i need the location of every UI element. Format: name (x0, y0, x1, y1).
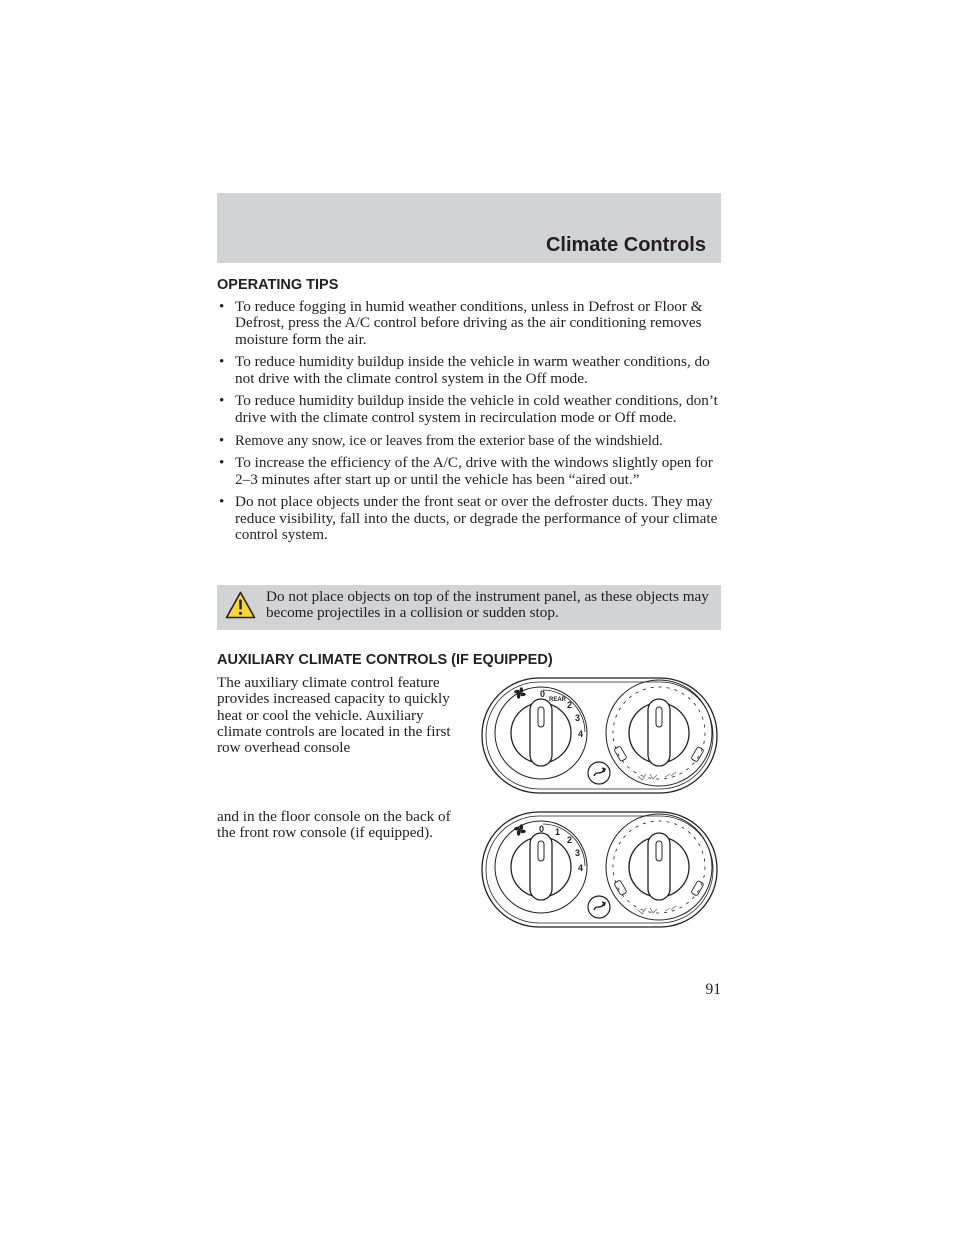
warning-text: Do not place objects on top of the instrument panel, as these objects may become projectiles in a collision or sudden stop. (266, 588, 709, 622)
floor-console-panel-illustration (481, 811, 718, 928)
fan-speed-label: 2 (567, 700, 573, 710)
tip-text: To increase the efficiency of the A/C, drive with the windows slightly open for 2–3 minutes after start up or until the vehicle has been “aired out.” (235, 454, 713, 488)
tip-item (217, 455, 727, 488)
fan-speed-label: 3 (575, 713, 581, 723)
tip-item (217, 494, 727, 543)
recirculation-icon (588, 762, 610, 784)
fan-speed-label: REAR (549, 697, 567, 703)
overhead-console-panel-illustration (481, 677, 718, 794)
tip-item (217, 433, 727, 449)
bullet: • (219, 432, 225, 449)
fan-speed-label: 2 (567, 835, 573, 845)
fan-speed-label: 3 (575, 848, 581, 858)
warning-triangle-icon (225, 591, 256, 619)
bullet: • (219, 298, 225, 315)
tip-item (217, 354, 727, 387)
bullet: • (219, 392, 225, 410)
tip-text: To reduce humidity buildup inside the vehicle in warm weather conditions, do not drive with the climate control system in the Off mode. (235, 353, 710, 387)
recirculation-icon (588, 896, 610, 918)
tip-text: To reduce humidity buildup inside the vehicle in cold weather conditions, don’t drive with the climate control system in recirculation mode or Off mode. (235, 392, 718, 426)
fan-speed-label: 0 (540, 689, 546, 699)
page-title: Climate Controls (545, 234, 706, 256)
bullet: • (219, 353, 225, 371)
tip-item (217, 299, 727, 348)
warning-box (217, 585, 721, 630)
tip-text: Do not place objects under the front seat or over the defroster ducts. They may reduce visibility, fall into the ducts, or degrade the performance of your climate control system. (235, 493, 718, 544)
fan-speed-label: 4 (578, 863, 584, 873)
operating-tips-heading: OPERATING TIPS (217, 277, 339, 293)
page-number: 91 (705, 981, 721, 998)
fan-speed-label: 4 (578, 729, 584, 739)
auxiliary-paragraph-overhead: The auxiliary climate control feature provides increased capacity to quickly heat or cool the vehicle. Auxiliary climate controls are located in the first row overhead console (217, 674, 451, 757)
tip-text: To reduce fogging in humid weather conditions, unless in Defrost or Floor & Defrost, press the A/C control before driving as the air conditioning removes moisture form the air. (235, 298, 703, 348)
bullet: • (219, 493, 225, 511)
tip-text: Remove any snow, ice or leaves from the exterior base of the windshield. (235, 432, 663, 449)
fan-speed-label: 1 (555, 827, 561, 837)
tip-item (217, 393, 727, 426)
bullet: • (219, 454, 225, 472)
auxiliary-paragraph-floor: and in the floor console on the back of the front row console (if equipped). (217, 808, 451, 842)
fan-speed-label: 0 (539, 824, 545, 834)
header-bar (217, 193, 721, 263)
auxiliary-heading: AUXILIARY CLIMATE CONTROLS (IF EQUIPPED) (217, 652, 553, 668)
operating-tips-list (217, 299, 727, 550)
